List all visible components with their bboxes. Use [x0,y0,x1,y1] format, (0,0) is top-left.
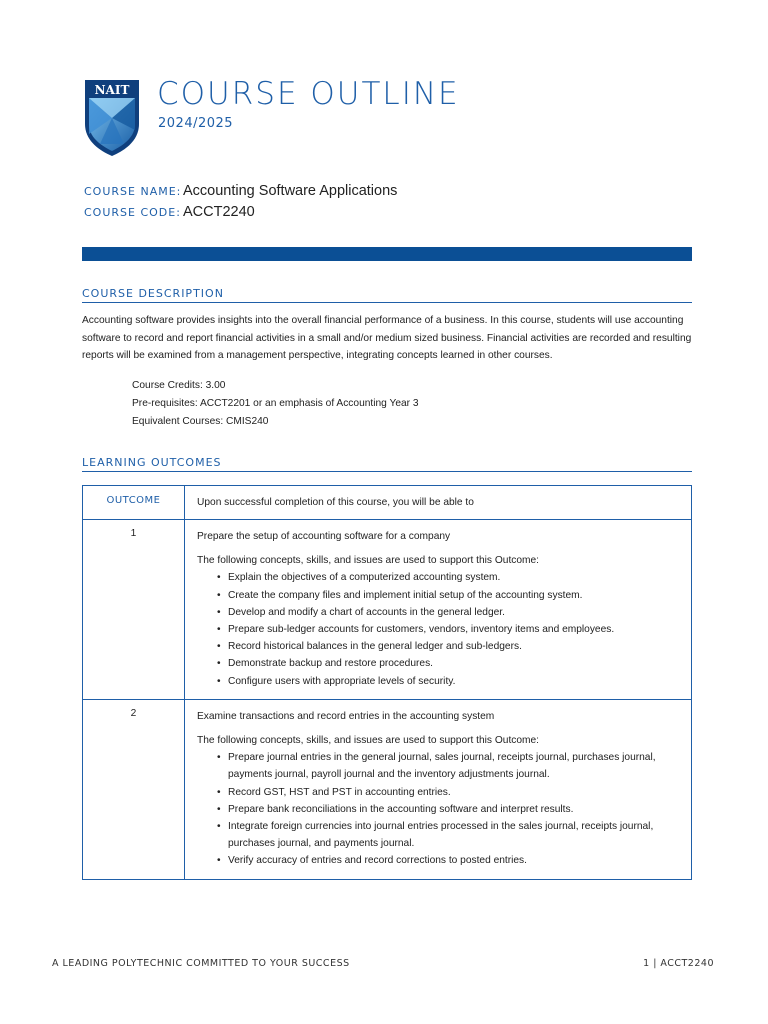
outcome-intro-header: Upon successful completion of this course, you will be able to [197,497,474,508]
table-row [83,519,691,699]
list-item: • Create the company files and implement initial setup of the accounting system. [217,587,679,604]
course-code-row [84,204,255,224]
equivalent-courses: Equivalent Courses: CMIS240 [132,416,269,427]
list-item: • Record GST, HST and PST in accounting entries. [217,784,679,801]
table-header-row [83,486,691,519]
logo-wordmark: NAIT [94,83,130,97]
nait-logo [82,78,142,158]
list-item: • Explain the objectives of a computerized accounting system. [217,569,679,586]
outcome-column-header: OUTCOME [83,486,185,519]
nait-shield-icon [82,78,142,158]
course-code-value: ACCT2240 [183,204,255,220]
list-item: • Prepare journal entries in the general journal, sales journal, receipts journal, purchases journal, payments journal, payroll journal and the inventory adjustments journal. [217,749,679,783]
outcome-support-intro: The following concepts, skills, and issues are used to support this Outcome: [197,555,540,567]
list-item: • Prepare bank reconciliations in the accounting software and interpret results. [217,801,679,818]
course-name-label: COURSE NAME: [84,185,182,198]
list-item: • Prepare sub-ledger accounts for customers, vendors, inventory items and employees. [217,621,679,638]
footer-tagline: A LEADING POLYTECHNIC COMMITTED TO YOUR SUCCESS [52,958,350,969]
outcome-content [185,700,691,879]
course-credits: Course Credits: 3.00 [132,380,226,391]
outcome-number: 2 [83,700,185,879]
outcome-number: 1 [83,520,185,699]
list-item: • Verify accuracy of entries and record corrections to posted entries. [217,852,679,869]
learning-outcomes-table [82,485,692,880]
course-description-heading: COURSE DESCRIPTION [82,287,692,303]
learning-outcomes-heading: LEARNING OUTCOMES [82,456,692,472]
header-divider-bar [82,247,692,261]
list-item: • Integrate foreign currencies into journal entries processed in the sales journal, receipts journal, purchases journal, and payments journal. [217,818,679,852]
outcome-title: Examine transactions and record entries in the accounting system [197,710,495,722]
list-item: • Configure users with appropriate levels of security. [217,673,679,690]
outcome-content [185,520,691,699]
outcome-skills-list [217,569,679,689]
table-row [83,699,691,879]
course-credits-block [132,377,419,431]
list-item: • Record historical balances in the general ledger and sub-ledgers. [217,638,679,655]
outcome-title: Prepare the setup of accounting software for a company [197,531,451,542]
outcome-skills-list [217,749,679,869]
course-code-label: COURSE CODE: [84,206,181,219]
outcome-support-intro: The following concepts, skills, and issues are used to support this Outcome: [197,735,540,747]
course-description-text: Accounting software provides insights into the overall financial performance of a business. In this course, students will use accounting software to record and report financial activities in a small and/or medium sized business. Financial activities are recorded and resulting reports will be examined from a management perspective, integrating concepts learned in other courses. [82,315,692,361]
course-name-row [84,183,397,203]
page-title: COURSE OUTLINE [157,76,460,112]
list-item: • Develop and modify a chart of accounts in the general ledger. [217,604,679,621]
academic-year: 2024/2025 [158,116,234,131]
footer-page-number: 1 | ACCT2240 [643,958,714,969]
list-item: • Demonstrate backup and restore procedures. [217,655,679,672]
course-prerequisites: Pre-requisites: ACCT2201 or an emphasis of Accounting Year 3 [132,398,419,409]
course-name-value: Accounting Software Applications [183,183,398,199]
